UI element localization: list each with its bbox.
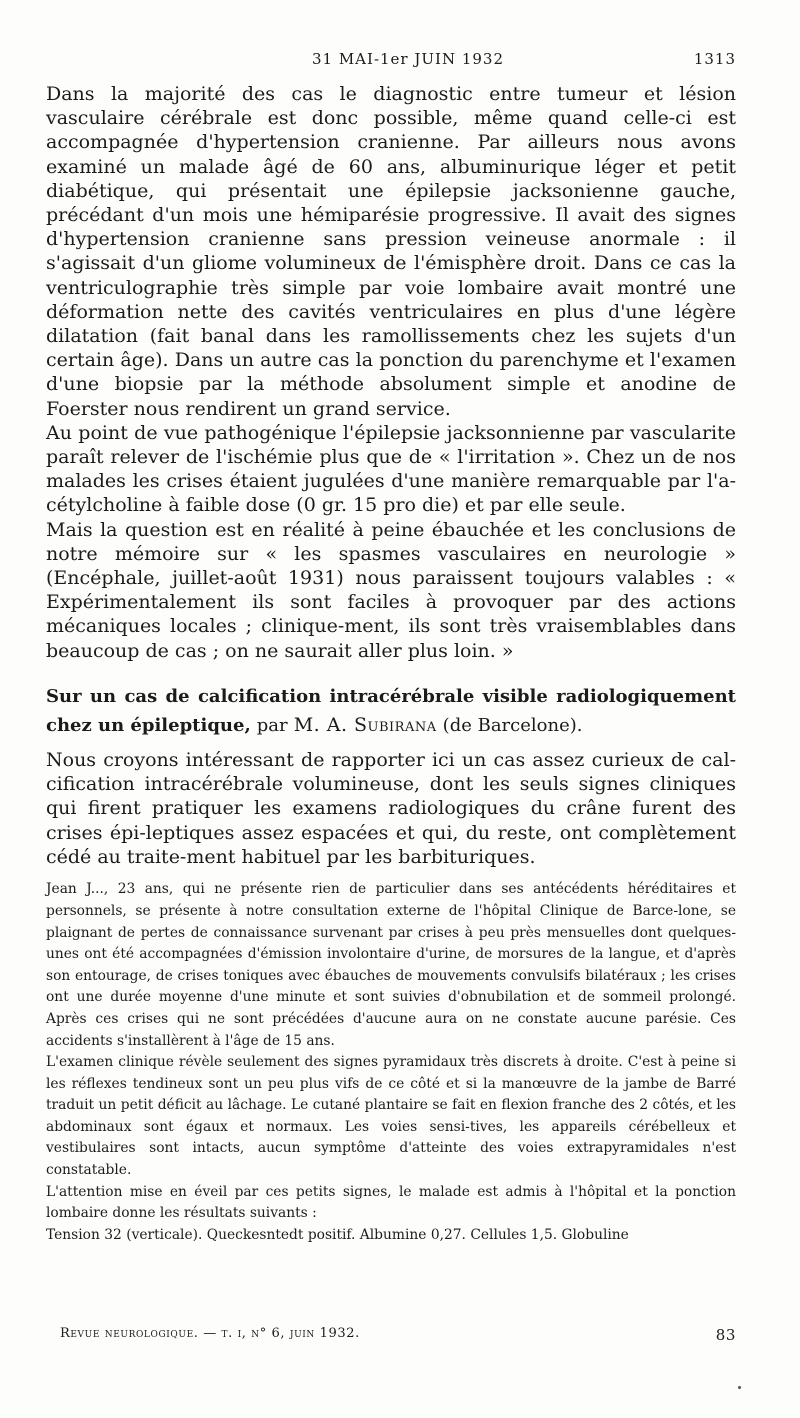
page-footer — [60, 1326, 736, 1346]
paragraph: Au point de vue pathogénique l'épilepsie jacksonnienne par vascularite paraît relever de l'ischémie plus que de « l'irritation ». Chez un de nos malades les crises étaient jugulées d'une manière remarquable par l'a-cétylcholine à faible dose (0 gr. 15 pro die) et par elle seule. — [46, 421, 736, 517]
page-number: 1313 — [693, 50, 736, 68]
case-paragraph: Jean J..., 23 ans, qui ne présente rien de particulier dans ses antécédents héréditaires et personnels, se présente à notre consultation externe de l'hôpital Clinique de Barce-lone, se plaignant de pertes de connaissance survenant par crises à peu près mensuelles dont quelques-unes ont été accompagnées d'émission involontaire d'urine, de morsures de la langue, et d'après son entourage, de crises toniques avec ébauches de mouvements convulsifs bilatéraux ; les crises ont une durée moyenne d'une minute et sont suivies d'obnubilation et de sommeil prolongé. Après ces crises qui ne sont précédées d'aucune aura on ne constate aucune parésie. Ces accidents s'installèrent à l'âge de 15 ans. — [46, 881, 736, 1049]
paragraph: Nous croyons intéressant de rapporter ici un cas assez curieux de cal-cification intracérébrale volumineuse, dont les seuls signes cliniques qui firent pratiquer les examens radiologiques du crâne furent des crises épi-leptiques assez espacées et qui, du reste, ont complètement cédé au traite-ment habituel par les barbituriques. — [46, 748, 736, 869]
article-title: Sur un cas de calcification intracérébrale visible radiologiquement chez un épileptique, — [46, 685, 736, 736]
article-heading — [46, 682, 736, 740]
case-paragraph: L'attention mise en éveil par ces petits signes, le malade est admis à l'hôpital et la ponction lombaire donne les résultats suivants : — [46, 1183, 736, 1222]
case-paragraph: L'examen clinique révèle seulement des signes pyramidaux très discrets à droite. C'est à peine si les réflexes tendineux sont un peu plus vifs de ce côté et si la manœuvre de la jambe de Barré traduit un petit déficit au lâchage. Le cutané plantaire se fait en flexion franche des 2 côtés, et les abdominaux sont égaux et normaux. Les voies sensi-tives, les appareils cérébelleux et vestibulaires sont intacts, aucun symptôme d'atteinte des voies extrapyramidales n'est constatable. — [46, 1054, 736, 1179]
page-header — [80, 50, 736, 74]
article-author: M. A. Subirana — [293, 713, 437, 736]
footer-page-number: 83 — [715, 1326, 736, 1344]
case-paragraph: Tension 32 (verticale). Queckesntedt positif. Albumine 0,27. Cellules 1,5. Globuline — [46, 1226, 629, 1243]
print-speck — [738, 1386, 741, 1389]
paragraph: Dans la majorité des cas le diagnostic entre tumeur et lésion vasculaire cérébrale est donc possible, même quand celle-ci est accompagnée d'hypertension cranienne. Par ailleurs nous avons examiné un malade âgé de 60 ans, albuminurique léger et petit diabétique, qui présentait une épilepsie jacksonienne gauche, précédant d'un mois une hémiparésie progressive. Il avait des signes d'hypertension cranienne sans pression veineuse anormale : il s'agissait d'un gliome volumineux de l'émisphère droit. Dans ce cas la ventriculographie très simple par voie lombaire avait montré une déformation nette des cavités ventriculaires en plus d'une légère dilatation (fait banal dans les ramollissements chez les sujets d'un certain âge). Dans un autre cas la ponction du parenchyme et l'examen d'une biopsie par la méthode absolument simple et anodine de Foerster nous rendirent un grand service. — [46, 83, 736, 420]
running-title: 31 MAI-1er JUIN 1932 — [311, 50, 505, 68]
byline-prefix: par — [256, 714, 288, 736]
text-body — [46, 82, 736, 1246]
paragraph: Mais la question est en réalité à peine ébauchée et les conclusions de notre mémoire sur « les spasmes vasculaires en neurologie » (Encéphale, juillet-août 1931) nous paraissent toujours valables : « Expérimentalement ils sont faciles à provoquer par des actions mécaniques locales ; clinique-ment, ils sont très vraisemblables dans beaucoup de cas ; on ne saurait aller plus loin. » — [46, 518, 736, 662]
author-affiliation: (de Barcelone). — [442, 714, 583, 736]
journal-source: Revue neurologique. — t. i, n° 6, juin 1932. — [60, 1326, 360, 1341]
discussion-section — [46, 82, 736, 663]
article-intro — [46, 748, 736, 869]
case-report — [46, 879, 736, 1246]
